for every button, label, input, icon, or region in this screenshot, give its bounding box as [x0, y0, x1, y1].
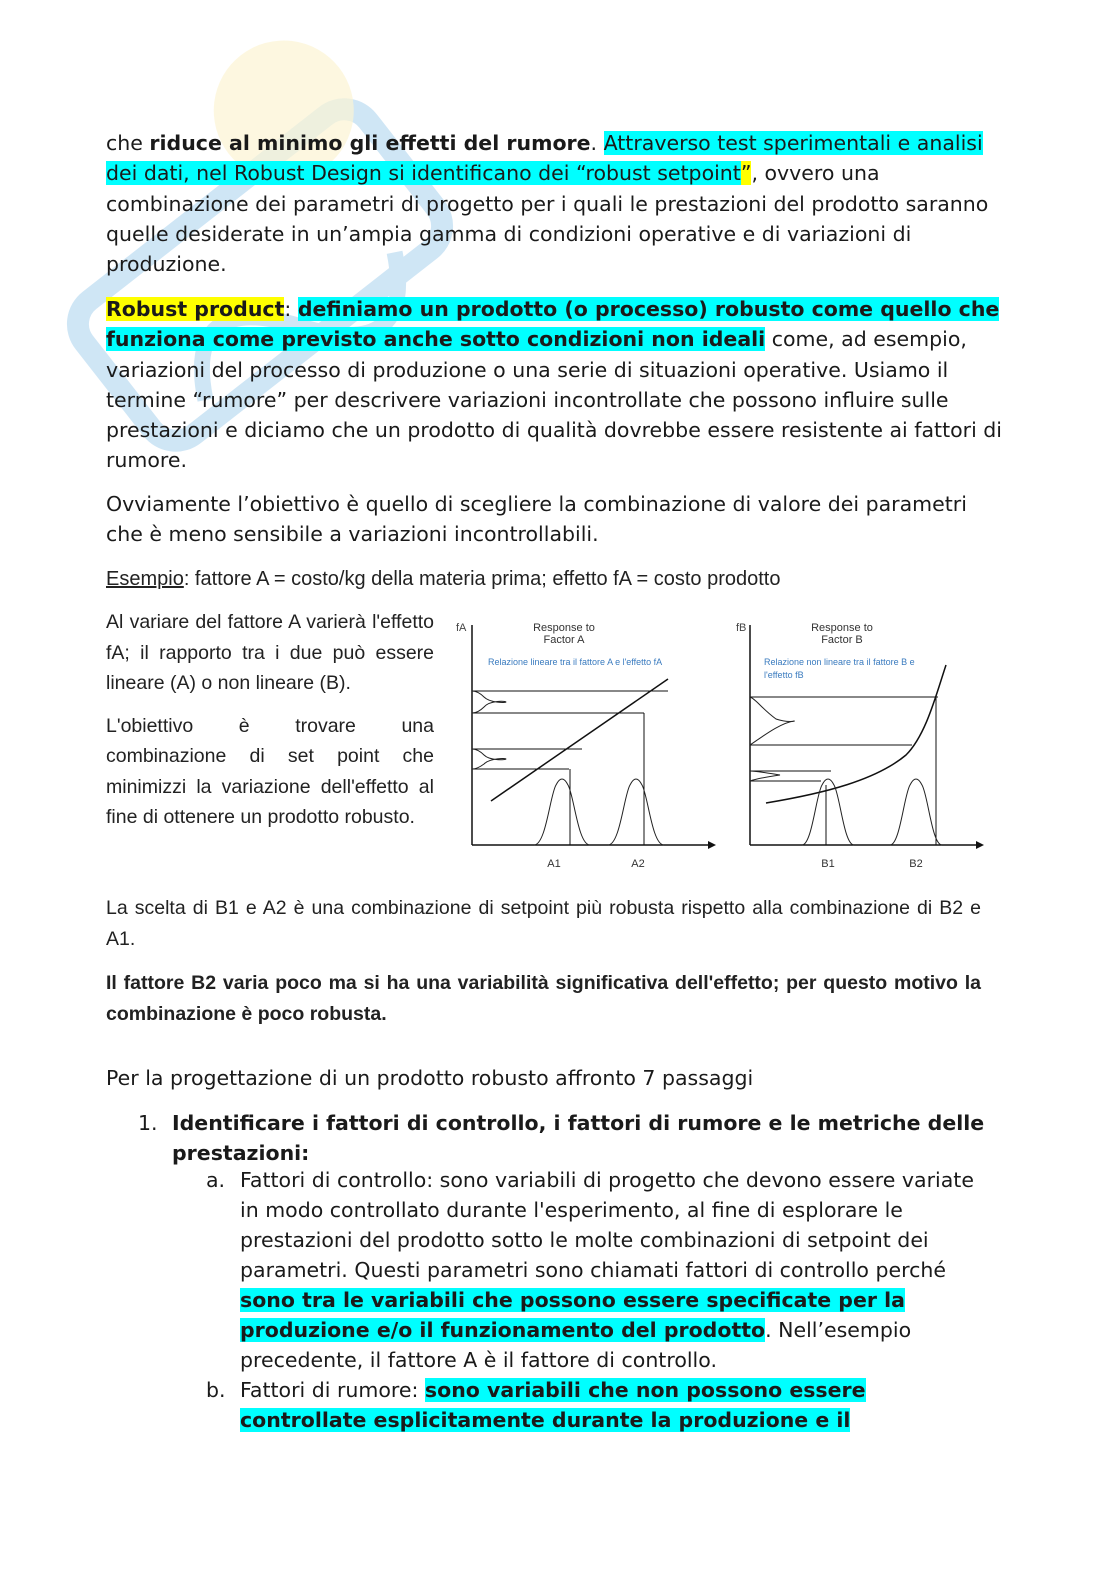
chart-a-ylabel: fA: [456, 622, 467, 634]
example-paragraph-2: L'obiettivo è trovare una combinazione di set point che minimizzi la variazione dell'effetto al fine di ottenere un prodotto robusto.: [106, 714, 434, 828]
sub-list-text: Fattori di rumore: sono variabili che non possono essere controllate esplicitamente durante la produzione e il: [240, 1378, 866, 1432]
term-robust-product: Robust product: [106, 297, 285, 321]
response-charts: [446, 605, 986, 905]
chart-b-title-1: Response to: [811, 622, 873, 634]
sub-list-letter: a.: [206, 1168, 226, 1192]
sub-list-item-a: [206, 1165, 996, 1375]
conclusion-paragraph-2: Il fattore B2 varia poco ma si ha una variabilità significativa dell'effetto; per questo motivo la combinazione è poco robusta.: [106, 972, 981, 1025]
chart-a-title-1: Response to: [533, 622, 595, 634]
example-heading: Esempio: fattore A = costo/kg della materia prima; effetto fA = costo prodotto: [106, 568, 781, 590]
sub-list: [206, 1165, 996, 1435]
highlight-yellow: ”: [740, 161, 752, 186]
chart-factor-b: [736, 622, 984, 870]
chart-a-response-line: [491, 679, 668, 801]
sub-list-text: Fattori di controllo: sono variabili di progetto che devono essere variate in modo controllato durante l'esperimento, al fine di esplorare le prestazioni del prodotto sotto le molte combinazioni di setpoint dei parametri. Questi parametri sono chiamati fattori di controllo perché sono tra le variabili che possono essere specificate per la produzione e/o il funzionamento del prodotto. Nell’esempio precedente, il fattore A è il fattore di controllo.: [240, 1168, 974, 1372]
example-conclusion: [106, 893, 981, 1043]
highlight-cyan: Attraverso test sperimentali e analisi dei dati, nel Robust Design si identificano dei “robust setpoint: [106, 131, 983, 186]
chart-b-ylabel: fB: [736, 622, 747, 634]
chart-b-note-2: l'effetto fB: [764, 670, 804, 680]
chart-b-tick-b1: B1: [821, 858, 835, 870]
example-paragraph-1: Al variare del fattore A varierà l'effetto fA; il rapporto tra i due può essere lineare (A) o non lineare (B).: [106, 611, 434, 694]
chart-a-title-2: Factor A: [543, 634, 585, 646]
highlight-cyan: sono variabili che non possono essere controllate esplicitamente durante la produzione e il: [240, 1378, 866, 1432]
chart-b-tick-b2: B2: [909, 858, 923, 870]
chart-a-note: Relazione lineare tra il fattore A e l'effetto fA: [488, 657, 663, 667]
list-item-text: Identificare i fattori di controllo, i fattori di rumore e le metriche delle prestazioni:: [172, 1111, 985, 1165]
sub-list-item-b: [206, 1375, 996, 1435]
paragraph-steps-intro: Per la progettazione di un prodotto robusto affronto 7 passaggi: [106, 1066, 754, 1090]
highlight-cyan: sono tra le variabili che possono essere specificate per la produzione e/o il funzionamento del prodotto: [240, 1288, 905, 1342]
example-left-text: [106, 607, 434, 845]
conclusion-paragraph-1: La scelta di B1 e A2 è una combinazione di setpoint più robusta rispetto alla combinazione di B2 e A1.: [106, 897, 981, 950]
paragraph-objective: Ovviamente l’obiettivo è quello di scegliere la combinazione di valore dei parametri che è meno sensibile a variazioni incontrollabili.: [106, 492, 967, 547]
paragraph-robust-design: che riduce al minimo gli effetti del rumore. Attraverso test sperimentali e analisi dei dati, nel Robust Design si identificano dei “robust setpoint”, ovvero una combinazione dei parametri di progetto per i quali le prestazioni del prodotto saranno quelle desiderate in un’ampia gamma di condizioni operative e di variazioni di produzione.: [106, 131, 989, 277]
chart-a-tick-a1: A1: [547, 858, 561, 870]
chart-b-title-2: Factor B: [821, 634, 863, 646]
steps-list: [138, 1108, 998, 1168]
chart-b-response-curve: [766, 665, 946, 803]
list-item: [138, 1108, 998, 1168]
definition-highlight: definiamo un prodotto (o processo) robusto come quello che funziona come previsto anche sotto condizioni non ideali: [106, 297, 1000, 352]
sub-list-letter: b.: [206, 1378, 226, 1402]
list-number: 1.: [138, 1111, 158, 1135]
chart-a-tick-a2: A2: [631, 858, 645, 870]
paragraph-robust-product: Robust product: definiamo un prodotto (o processo) robusto come quello che funziona come previsto anche sotto condizioni non ideali come, ad esempio, variazioni del processo di produzione o una serie di situazioni operative. Usiamo il termine “rumore” per descrivere variazioni incontrollate che possono influire sulle prestazioni e diciamo che un prodotto di qualità dovrebbe essere resistente ai fattori di rumore.: [106, 297, 1002, 473]
chart-factor-a: [456, 622, 716, 870]
chart-b-note-1: Relazione non lineare tra il fattore B e: [764, 657, 915, 667]
